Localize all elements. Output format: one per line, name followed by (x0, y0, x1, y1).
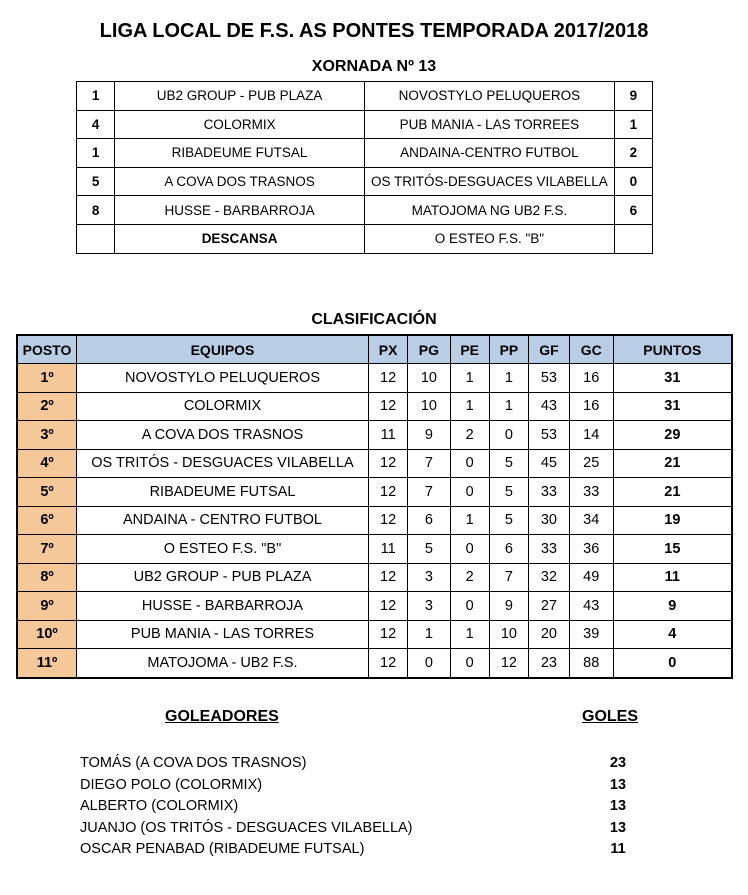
stat-cell: 49 (569, 563, 613, 592)
position-cell: 10º (17, 620, 77, 649)
stat-cell: 45 (529, 449, 570, 478)
position-cell: 1º (17, 364, 77, 393)
home-score: 5 (77, 167, 115, 196)
column-header: PX (369, 335, 408, 364)
stat-cell: 5 (489, 449, 528, 478)
stat-cell: 21 (613, 478, 732, 507)
scorer-goals: 13 (609, 819, 627, 836)
column-header: GF (529, 335, 570, 364)
stat-cell: 33 (529, 535, 570, 564)
away-score: 9 (614, 82, 652, 111)
stat-cell: 31 (613, 364, 732, 393)
home-team: UB2 GROUP - PUB PLAZA (115, 82, 365, 111)
stat-cell: 2 (450, 563, 489, 592)
home-team: RIBADEUME FUTSAL (115, 139, 365, 168)
stat-cell: 11 (613, 563, 732, 592)
table-row (17, 535, 732, 564)
stat-cell: 3 (408, 563, 450, 592)
stat-cell: 43 (529, 392, 570, 421)
scorer-name: JUANJO (OS TRITÓS - DESGUACES VILABELLA) (80, 819, 413, 836)
away-team: MATOJOMA NG UB2 F.S. (364, 196, 614, 225)
team-cell: MATOJOMA - UB2 F.S. (77, 649, 369, 678)
column-header: GC (569, 335, 613, 364)
fixture-row (77, 110, 653, 139)
table-row (17, 478, 732, 507)
stat-cell: 12 (369, 506, 408, 535)
stat-cell: 53 (529, 421, 570, 450)
stat-cell: 0 (408, 649, 450, 678)
home-score: 4 (77, 110, 115, 139)
team-cell: PUB MANIA - LAS TORRES (77, 620, 369, 649)
stat-cell: 5 (489, 478, 528, 507)
stat-cell: 12 (369, 649, 408, 678)
table-row (17, 421, 732, 450)
stat-cell: 25 (569, 449, 613, 478)
table-row (17, 649, 732, 678)
table-row (17, 364, 732, 393)
stat-cell: 7 (489, 563, 528, 592)
stat-cell: 4 (613, 620, 732, 649)
column-header: EQUIPOS (77, 335, 369, 364)
stat-cell: 15 (613, 535, 732, 564)
scorer-goals: 11 (610, 841, 626, 858)
stat-cell: 10 (408, 392, 450, 421)
stat-cell: 88 (569, 649, 613, 678)
scorer-name: DIEGO POLO (COLORMIX) (80, 776, 263, 793)
stat-cell: 11 (369, 421, 408, 450)
round-title: XORNADA Nº 13 (311, 58, 437, 75)
stat-cell: 6 (489, 535, 528, 564)
away-team: O ESTEO F.S. "B" (364, 224, 614, 253)
stat-cell: 12 (369, 563, 408, 592)
fixture-row (77, 167, 653, 196)
table-row (17, 392, 732, 421)
stat-cell: 39 (569, 620, 613, 649)
team-cell: A COVA DOS TRASNOS (77, 421, 369, 450)
table-row (17, 506, 732, 535)
home-team: A COVA DOS TRASNOS (115, 167, 365, 196)
home-team: HUSSE - BARBARROJA (115, 196, 365, 225)
column-header: PG (408, 335, 450, 364)
fixtures-table (76, 81, 653, 254)
stat-cell: 12 (369, 592, 408, 621)
away-team: PUB MANIA - LAS TORREES (364, 110, 614, 139)
fixture-row (77, 196, 653, 225)
fixture-row (77, 139, 653, 168)
away-team: NOVOSTYLO PELUQUEROS (364, 82, 614, 111)
away-team: OS TRITÓS-DESGUACES VILABELLA (364, 167, 614, 196)
stat-cell: 14 (569, 421, 613, 450)
stat-cell: 2 (450, 421, 489, 450)
stat-cell: 9 (408, 421, 450, 450)
stat-cell: 33 (569, 478, 613, 507)
stat-cell: 23 (529, 649, 570, 678)
stat-cell: 43 (569, 592, 613, 621)
stat-cell: 1 (489, 392, 528, 421)
stat-cell: 1 (489, 364, 528, 393)
fixture-row (77, 82, 653, 111)
table-row (17, 563, 732, 592)
stat-cell: 0 (613, 649, 732, 678)
stat-cell: 7 (408, 449, 450, 478)
team-cell: NOVOSTYLO PELUQUEROS (77, 364, 369, 393)
stat-cell: 12 (369, 449, 408, 478)
away-score: 1 (614, 110, 652, 139)
scorers-title: GOLEADORES (165, 708, 279, 725)
position-cell: 2º (17, 392, 77, 421)
home-score: 8 (77, 196, 115, 225)
team-cell: HUSSE - BARBARROJA (77, 592, 369, 621)
list-item (80, 755, 640, 777)
position-cell: 8º (17, 563, 77, 592)
stat-cell: 16 (569, 364, 613, 393)
scorer-name: TOMÁS (A COVA DOS TRASNOS) (80, 755, 307, 771)
list-item (80, 798, 640, 820)
stat-cell: 1 (450, 364, 489, 393)
stat-cell: 21 (613, 449, 732, 478)
stat-cell: 19 (613, 506, 732, 535)
standings-table (16, 334, 733, 679)
stat-cell: 0 (489, 421, 528, 450)
stat-cell: 0 (450, 535, 489, 564)
home-score (77, 224, 115, 253)
stat-cell: 6 (408, 506, 450, 535)
table-row (17, 592, 732, 621)
home-team: COLORMIX (115, 110, 365, 139)
position-cell: 3º (17, 421, 77, 450)
stat-cell: 12 (369, 364, 408, 393)
list-item (80, 777, 640, 799)
stat-cell: 34 (569, 506, 613, 535)
position-cell: 7º (17, 535, 77, 564)
home-score: 1 (77, 139, 115, 168)
away-score: 6 (614, 196, 652, 225)
stat-cell: 3 (408, 592, 450, 621)
stat-cell: 27 (529, 592, 570, 621)
page-title: LIGA LOCAL DE F.S. AS PONTES TEMPORADA 2017/2018 (99, 20, 649, 42)
stat-cell: 1 (450, 620, 489, 649)
column-header: POSTO (17, 335, 77, 364)
scorers-list (80, 755, 640, 863)
stat-cell: 32 (529, 563, 570, 592)
stat-cell: 9 (613, 592, 732, 621)
position-cell: 5º (17, 478, 77, 507)
stat-cell: 0 (450, 449, 489, 478)
stat-cell: 11 (369, 535, 408, 564)
stat-cell: 33 (529, 478, 570, 507)
table-row (17, 620, 732, 649)
stat-cell: 7 (408, 478, 450, 507)
stat-cell: 1 (450, 392, 489, 421)
position-cell: 6º (17, 506, 77, 535)
stat-cell: 0 (450, 592, 489, 621)
goals-title: GOLES (582, 708, 639, 725)
fixture-row (77, 224, 653, 253)
stat-cell: 1 (450, 506, 489, 535)
column-header: PP (489, 335, 528, 364)
scorer-name: OSCAR PENABAD (RIBADEUME FUTSAL) (80, 841, 365, 858)
scorer-goals: 23 (609, 755, 627, 771)
stat-cell: 36 (569, 535, 613, 564)
home-score: 1 (77, 82, 115, 111)
position-cell: 4º (17, 449, 77, 478)
stat-cell: 16 (569, 392, 613, 421)
stat-cell: 20 (529, 620, 570, 649)
stat-cell: 12 (369, 620, 408, 649)
home-team: DESCANSA (115, 224, 365, 253)
team-cell: OS TRITÓS - DESGUACES VILABELLA (77, 449, 369, 478)
stat-cell: 29 (613, 421, 732, 450)
away-score: 0 (614, 167, 652, 196)
stat-cell: 10 (408, 364, 450, 393)
away-score: 2 (614, 139, 652, 168)
team-cell: UB2 GROUP - PUB PLAZA (77, 563, 369, 592)
scorer-name: ALBERTO (COLORMIX) (80, 798, 239, 815)
stat-cell: 0 (450, 649, 489, 678)
team-cell: O ESTEO F.S. "B" (77, 535, 369, 564)
stat-cell: 5 (408, 535, 450, 564)
stat-cell: 1 (408, 620, 450, 649)
away-team: ANDAINA-CENTRO FUTBOL (364, 139, 614, 168)
column-header: PE (450, 335, 489, 364)
column-header: PUNTOS (613, 335, 732, 364)
team-cell: ANDAINA - CENTRO FUTBOL (77, 506, 369, 535)
stat-cell: 12 (489, 649, 528, 678)
stat-cell: 10 (489, 620, 528, 649)
stat-cell: 12 (369, 392, 408, 421)
stat-cell: 0 (450, 478, 489, 507)
stat-cell: 53 (529, 364, 570, 393)
table-row (17, 449, 732, 478)
position-cell: 9º (17, 592, 77, 621)
scorer-goals: 13 (609, 776, 627, 793)
position-cell: 11º (17, 649, 77, 678)
list-item (80, 820, 640, 842)
stat-cell: 30 (529, 506, 570, 535)
stat-cell: 9 (489, 592, 528, 621)
stat-cell: 31 (613, 392, 732, 421)
scorer-goals: 13 (609, 798, 627, 815)
team-cell: RIBADEUME FUTSAL (77, 478, 369, 507)
standings-title: CLASIFICACIÓN (311, 311, 437, 328)
team-cell: COLORMIX (77, 392, 369, 421)
list-item (80, 841, 640, 863)
stat-cell: 5 (489, 506, 528, 535)
stat-cell: 12 (369, 478, 408, 507)
away-score (614, 224, 652, 253)
standings-header-row (17, 335, 732, 364)
